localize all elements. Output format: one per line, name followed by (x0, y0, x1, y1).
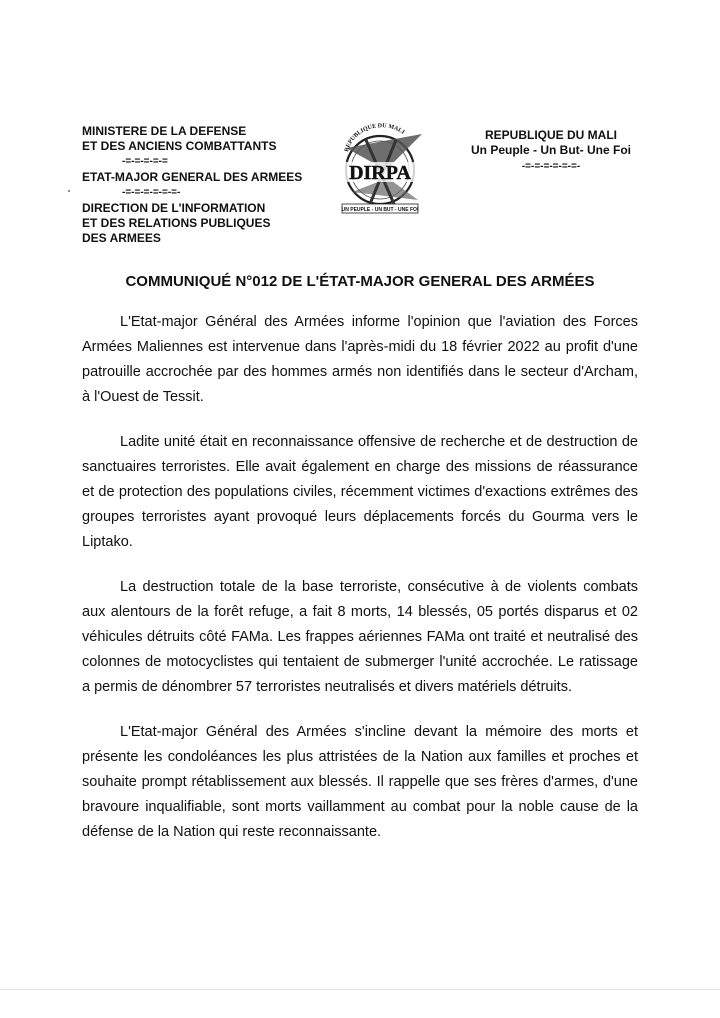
country-name: REPUBLIQUE DU MALI (485, 128, 617, 142)
paragraph: L'Etat-major Général des Armées s'incline devant la mémoire des morts et présente les condoléances les plus attristées de la Nation aux familles et proches et souhaite prompt rétablissement aux blessés. Il rappelle que ses frères d'armes, d'une bravoure inqualifiable, sont morts vaillamment au combat pour la noble cause de la défense de la Nation qui reste reconnaissante. (82, 724, 638, 840)
separator-2: -=-=-=-=-=-=- (122, 187, 181, 198)
communique-body (82, 310, 638, 865)
logo-bottom-text: UN PEUPLE - UN BUT - UNE FOI (341, 207, 419, 213)
direction-line-3: DES ARMEES (82, 231, 161, 245)
page-edge-line (0, 989, 720, 990)
logo-main-text: DIRPA (349, 162, 411, 184)
paragraph: L'Etat-major Général des Armées informe l'opinion que l'aviation des Forces Armées Maliennes est intervenue dans l'après-midi du 18 février 2022 au profit d'une patrouille accrochée par des hommes armés non identifiés dans le secteur d'Archam, à l'Ouest de Tessit. (82, 314, 638, 405)
separator-right: -=-=-=-=-=-=- (521, 161, 581, 172)
ministry-line-1: MINISTERE DE LA DEFENSE (82, 124, 247, 138)
header-right-block (466, 128, 636, 173)
dirpa-logo (326, 122, 434, 218)
header-left-block (82, 124, 302, 246)
staff-line: ETAT-MAJOR GENERAL DES ARMEES (82, 170, 303, 184)
logo-arc-text: REPUBLIQUE DU MALI (344, 123, 406, 153)
paragraph: La destruction totale de la base terroriste, consécutive à de violents combats aux alentours de la forêt refuge, a fait 8 morts, 14 blessés, 05 portés disparus et 02 véhicules détruits côté FAMa. Les frappes aériennes FAMa ont traité et neutralisé des colonnes de motocyclistes qui tentaient de submerger l'unité accrochée. Le ratissage a permis de dénombrer 57 terroristes neutralisés et divers matériels détruits. (82, 579, 638, 695)
separator-1: -=-=-=-=-= (122, 156, 168, 167)
direction-line-2: ET DES RELATIONS PUBLIQUES (82, 216, 271, 230)
ministry-line-2: ET DES ANCIENS COMBATTANTS (82, 139, 277, 153)
country-motto: Un Peuple - Un But- Une Foi (471, 143, 631, 157)
communique-title: COMMUNIQUÉ N°012 DE L'ÉTAT-MAJOR GENERAL DES ARMÉES (125, 273, 595, 290)
direction-line-1: DIRECTION DE L'INFORMATION (82, 201, 266, 215)
paragraph: Ladite unité était en reconnaissance offensive de recherche et de destruction de sanctuaires terroristes. Elle avait également en charge des missions de réassurance et de protection des populations civiles, récemment victimes d'exactions extrêmes des groupes terroristes ayant provoqué leurs déplacements forcés du Gourma vers le Liptako. (82, 434, 638, 550)
scan-dot (68, 190, 70, 192)
